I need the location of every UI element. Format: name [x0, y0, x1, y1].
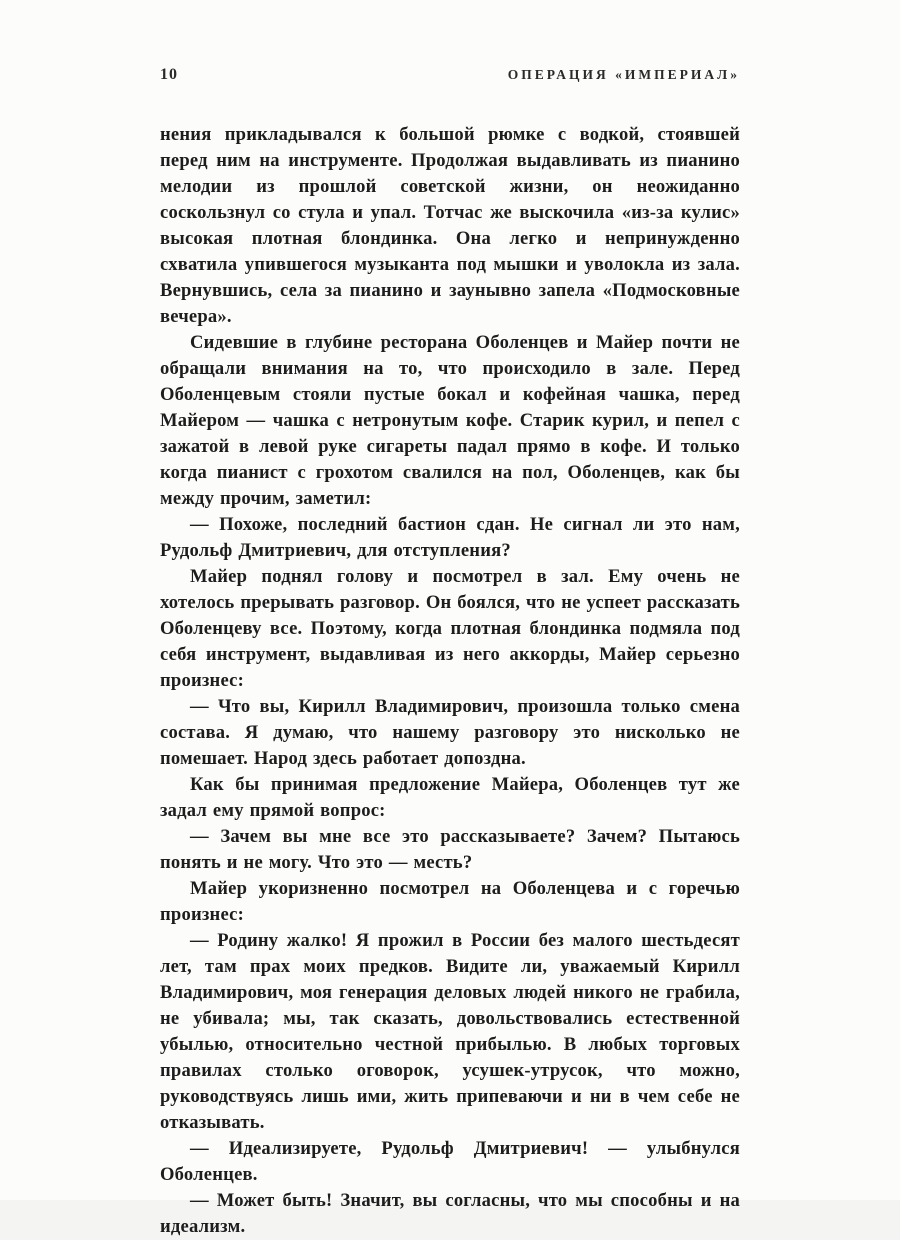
paragraph-3: — Похоже, последний бастион сдан. Не сигнал ли это нам, Рудольф Дмитриевич, для отступления? [160, 514, 740, 561]
page-number: 10 [160, 66, 178, 83]
paragraph-1: нения прикладывался к большой рюмке с водкой, стоявшей перед ним на инструменте. Продолжая выдавливать из пианино мелодии из прошлой советской жизни, он неожиданно соскользнул со стула и упал. Тотчас же выскочила «из-за кулис» высокая плотная блондинка. Она легко и непринужденно схватила упившегося музыканта под мышки и уволокла из зала. Вернувшись, села за пианино и заунывно запела «Подмосковные вечера». [160, 124, 740, 327]
running-header [160, 66, 740, 84]
paragraph-8: Майер укоризненно посмотрел на Оболенцева и с горечью произнес: [160, 878, 740, 925]
paragraph-5: — Что вы, Кирилл Владимирович, произошла только смена состава. Я думаю, что нашему разговору это нисколько не помешает. Народ здесь работает допоздна. [160, 696, 740, 769]
running-title: ОПЕРАЦИЯ «ИМПЕРИАЛ» [507, 67, 740, 82]
paragraph-10: — Идеализируете, Рудольф Дмитриевич! — улыбнулся Оболенцев. [160, 1138, 740, 1185]
paragraph-7: — Зачем вы мне все это рассказываете? Зачем? Пытаюсь понять и не могу. Что это — месть? [160, 826, 740, 873]
paragraph-2: Сидевшие в глубине ресторана Оболенцев и Майер почти не обращали внимания на то, что происходило в зале. Перед Оболенцевым стояли пустые бокал и кофейная чашка, перед Майером — чашка с нетронутым кофе. Старик курил, и пепел с зажатой в левой руке сигареты падал прямо в кофе. И только когда пианист с грохотом свалился на пол, Оболенцев, как бы между прочим, заметил: [160, 332, 740, 509]
body-text [160, 122, 740, 1240]
paragraph-11: — Может быть! Значит, вы согласны, что мы способны и на идеализм. [160, 1190, 740, 1237]
paragraph-4: Майер поднял голову и посмотрел в зал. Ему очень не хотелось прерывать разговор. Он боялся, что не успеет рассказать Оболенцеву все. Поэтому, когда плотная блондинка подмяла под себя инструмент, выдавливая из него аккорды, Майер серьезно произнес: [160, 566, 740, 691]
paragraph-9: — Родину жалко! Я прожил в России без малого шестьдесят лет, там прах моих предков. Видите ли, уважаемый Кирилл Владимирович, моя генерация деловых людей никого не грабила, не убивала; мы, так сказать, довольствовались естественной убылью, относительно честной прибылью. В любых торговых правилах столько оговорок, усушек-утрусок, что можно, руководствуясь лишь ими, жить припеваючи и ни в чем себе не отказывать. [160, 930, 740, 1133]
paragraph-6: Как бы принимая предложение Майера, Оболенцев тут же задал ему прямой вопрос: [160, 774, 740, 821]
